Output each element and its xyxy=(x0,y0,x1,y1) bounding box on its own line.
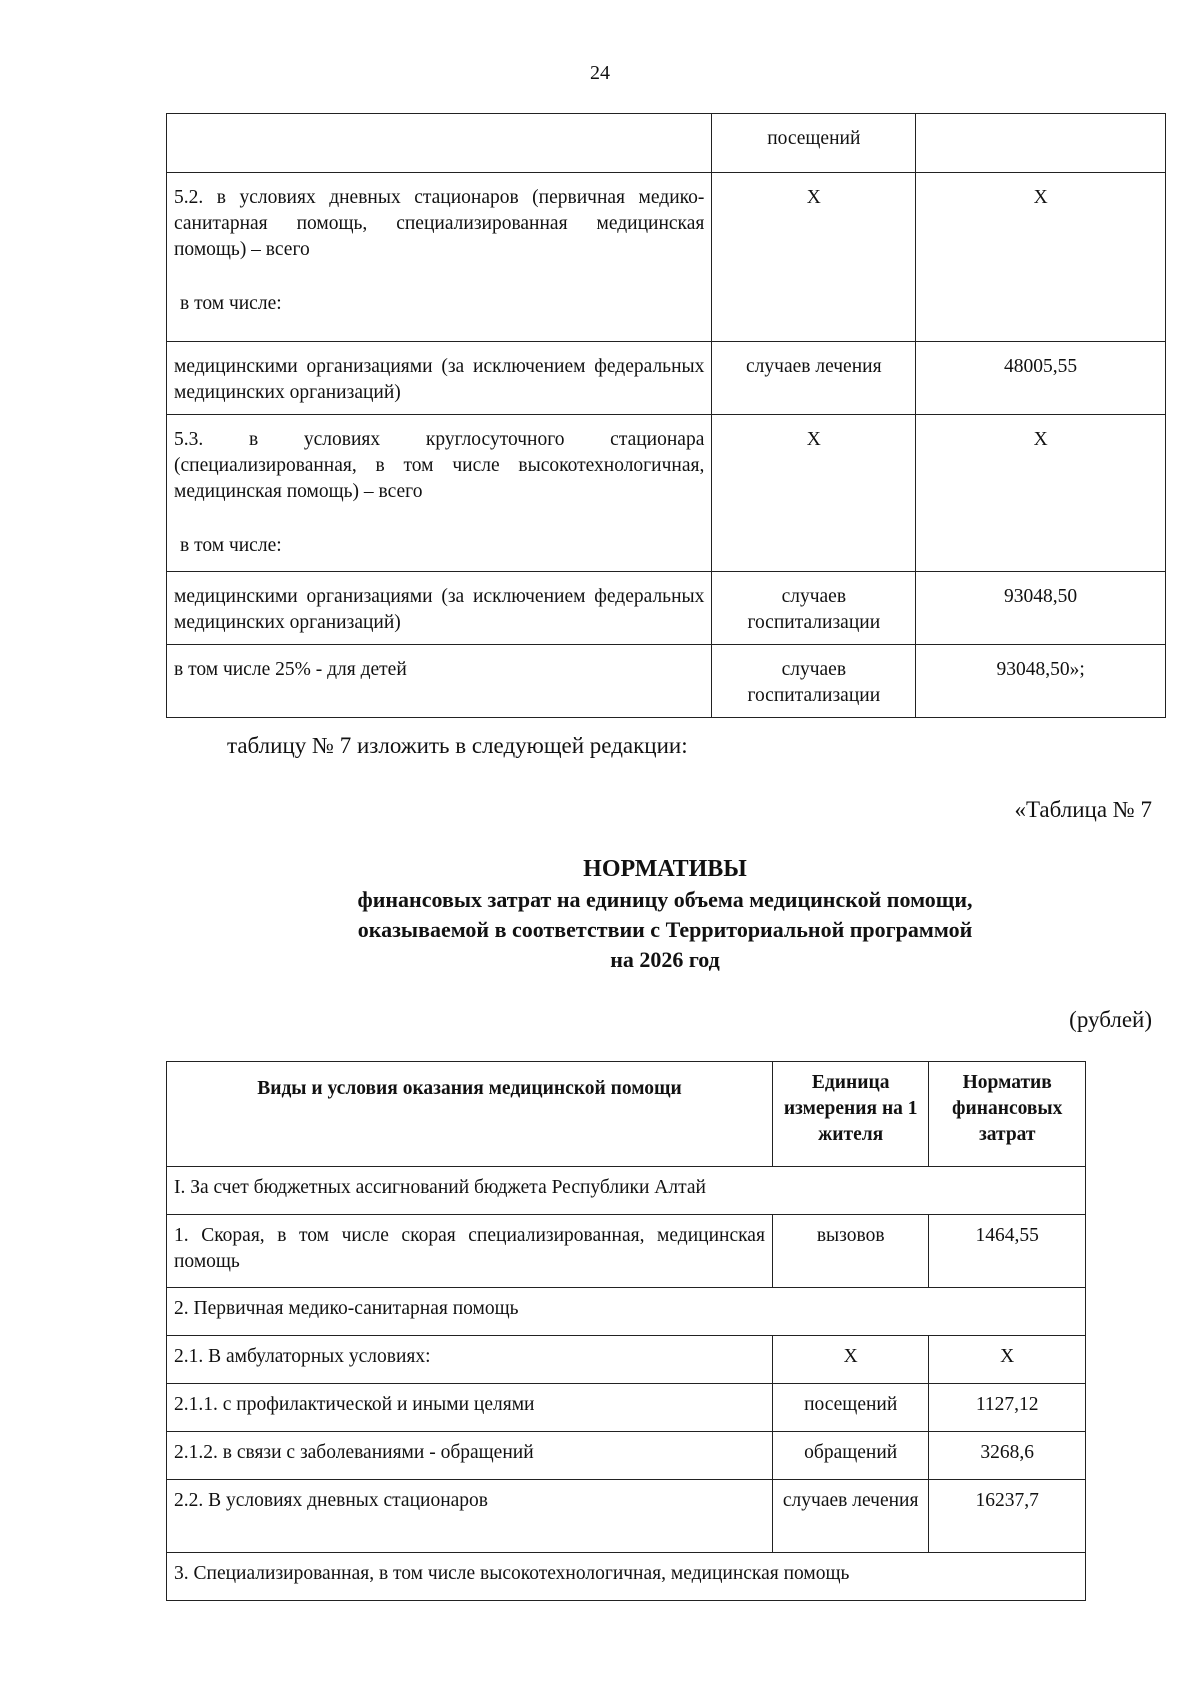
table-cell: 1127,12 xyxy=(929,1384,1086,1432)
table-row xyxy=(167,1336,1086,1384)
table-cell: в том числе 25% - для детей xyxy=(167,645,712,718)
page-number: 24 xyxy=(590,62,610,84)
table-row xyxy=(167,1432,1086,1480)
table-cell xyxy=(167,173,712,342)
table-cell: X xyxy=(772,1336,929,1384)
section-cell: 2. Первичная медико-санитарная помощь xyxy=(167,1288,1086,1336)
table-cell: случаев госпитализации xyxy=(712,645,916,718)
row-subtext: в том числе: xyxy=(180,535,282,556)
table-cell: 1. Скорая, в том числе скорая специализированная, медицинская помощь xyxy=(167,1215,773,1288)
column-header: Норматив финансовых затрат xyxy=(929,1062,1086,1167)
table-row xyxy=(167,1480,1086,1553)
norms-table xyxy=(166,1061,1086,1601)
table-header-row xyxy=(167,1062,1086,1167)
title-main: НОРМАТИВЫ xyxy=(583,856,747,882)
table-cell: 48005,55 xyxy=(916,342,1166,415)
title-line: на 2026 год xyxy=(610,947,720,972)
table-cell: 2.1. В амбулаторных условиях: xyxy=(167,1336,773,1384)
continued-table xyxy=(166,113,1166,718)
table-cell xyxy=(167,415,712,572)
table-cell: случаев лечения xyxy=(712,342,916,415)
table-cell: X xyxy=(916,415,1166,572)
table-row xyxy=(167,1215,1086,1288)
row-text: 5.2. в условиях дневных стационаров (первичная медико-санитарная помощь, специализированная медицинская помощь) – всего xyxy=(174,187,705,260)
table-row xyxy=(167,1167,1086,1215)
table-cell: X xyxy=(916,173,1166,342)
table-row xyxy=(167,342,1166,415)
table-cell: 93048,50 xyxy=(916,572,1166,645)
table-cell: вызовов xyxy=(772,1215,929,1288)
table-cell: 16237,7 xyxy=(929,1480,1086,1553)
row-subtext: в том числе: xyxy=(180,293,282,314)
table-cell: случаев госпитализации xyxy=(712,572,916,645)
section-cell: I. За счет бюджетных ассигнований бюджета Республики Алтай xyxy=(167,1167,1086,1215)
table-cell: 2.1.1. с профилактической и иными целями xyxy=(167,1384,773,1432)
table-row xyxy=(167,1553,1086,1601)
table-cell xyxy=(916,114,1166,173)
table-cell: медицинскими организациями (за исключением федеральных медицинских организаций) xyxy=(167,342,712,415)
table-title xyxy=(0,853,1200,975)
title-line: оказываемой в соответствии с Территориальной программой xyxy=(357,917,973,942)
instruction-text: таблицу № 7 изложить в следующей редакции: xyxy=(227,733,688,758)
table-cell: случаев лечения xyxy=(772,1480,929,1553)
column-header: Виды и условия оказания медицинской помощи xyxy=(167,1062,773,1167)
section-cell: 3. Специализированная, в том числе высокотехнологичная, медицинская помощь xyxy=(167,1553,1086,1601)
table-cell: X xyxy=(712,415,916,572)
table-reference: «Таблица № 7 xyxy=(1014,797,1152,822)
table-row xyxy=(167,1288,1086,1336)
table-row xyxy=(167,1384,1086,1432)
table-cell: посещений xyxy=(712,114,916,173)
table-cell xyxy=(167,114,712,173)
unit-note: (рублей) xyxy=(1069,1007,1152,1032)
table-cell: 2.1.2. в связи с заболеваниями - обращений xyxy=(167,1432,773,1480)
table-row xyxy=(167,173,1166,342)
table-cell: X xyxy=(929,1336,1086,1384)
table-cell: X xyxy=(712,173,916,342)
table-row xyxy=(167,114,1166,173)
table-cell: 2.2. В условиях дневных стационаров xyxy=(167,1480,773,1553)
table-cell: 93048,50»; xyxy=(916,645,1166,718)
title-line: финансовых затрат на единицу объема медицинской помощи, xyxy=(357,887,973,912)
row-text: 5.3. в условиях круглосуточного стационара (специализированная, в том числе высокотехнологичная, медицинская помощь) – всего xyxy=(174,429,705,502)
table-row xyxy=(167,645,1166,718)
column-header: Единица измерения на 1 жителя xyxy=(772,1062,929,1167)
table-cell: обращений xyxy=(772,1432,929,1480)
table-row xyxy=(167,415,1166,572)
table-cell: медицинскими организациями (за исключением федеральных медицинских организаций) xyxy=(167,572,712,645)
table-cell: 3268,6 xyxy=(929,1432,1086,1480)
table-cell: 1464,55 xyxy=(929,1215,1086,1288)
table-row xyxy=(167,572,1166,645)
table-cell: посещений xyxy=(772,1384,929,1432)
